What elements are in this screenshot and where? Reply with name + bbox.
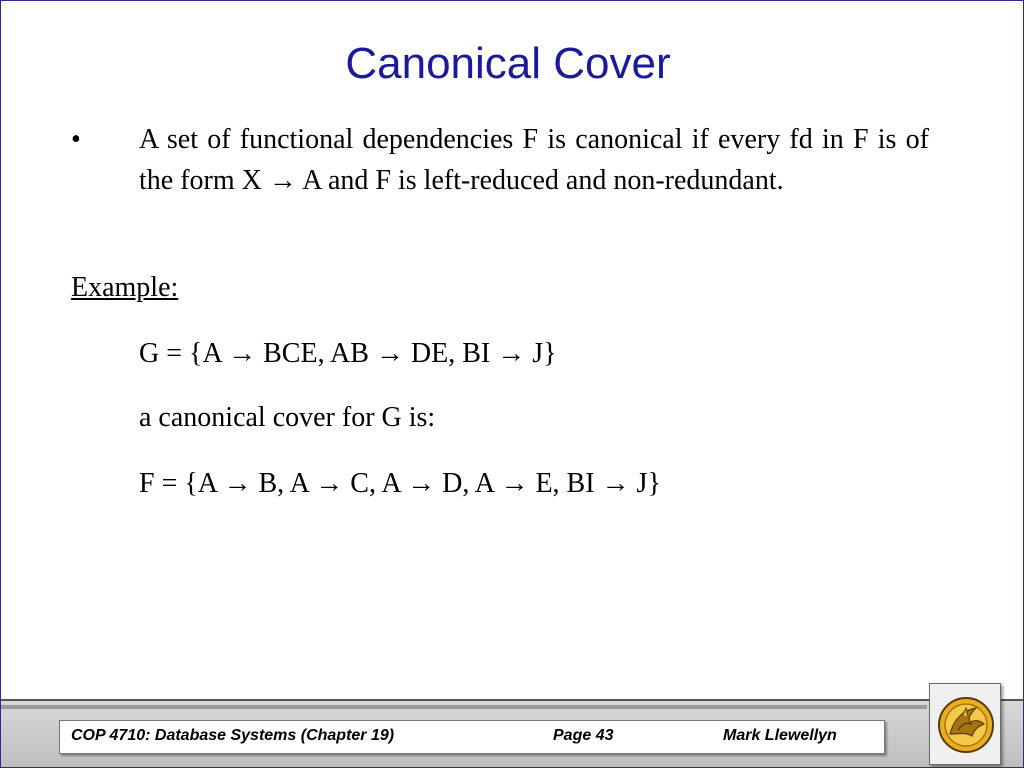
bullet-marker: •	[71, 124, 81, 155]
ucf-pegasus-logo-icon	[936, 694, 996, 756]
f-set-line: F = {A → B, A → C, A → D, A → E, BI → J}	[139, 468, 661, 499]
logo-box	[929, 683, 1001, 765]
g-set-line: G = {A → BCE, AB → DE, BI → J}	[139, 338, 557, 369]
example-label: Example:	[71, 272, 179, 303]
footer-course: COP 4710: Database Systems (Chapter 19)	[71, 727, 395, 744]
footer-author: Mark Llewellyn	[723, 727, 837, 744]
footer-stripe	[1, 705, 927, 709]
footer-page-number: Page 43	[553, 727, 614, 744]
bullet-text: A set of functional dependencies F is canonical if every fd in F is of the form X → A and F is left-reduced and non-redundant.	[139, 124, 929, 196]
slide-title: Canonical Cover	[345, 39, 671, 88]
canonical-cover-line: a canonical cover for G is:	[139, 402, 436, 433]
